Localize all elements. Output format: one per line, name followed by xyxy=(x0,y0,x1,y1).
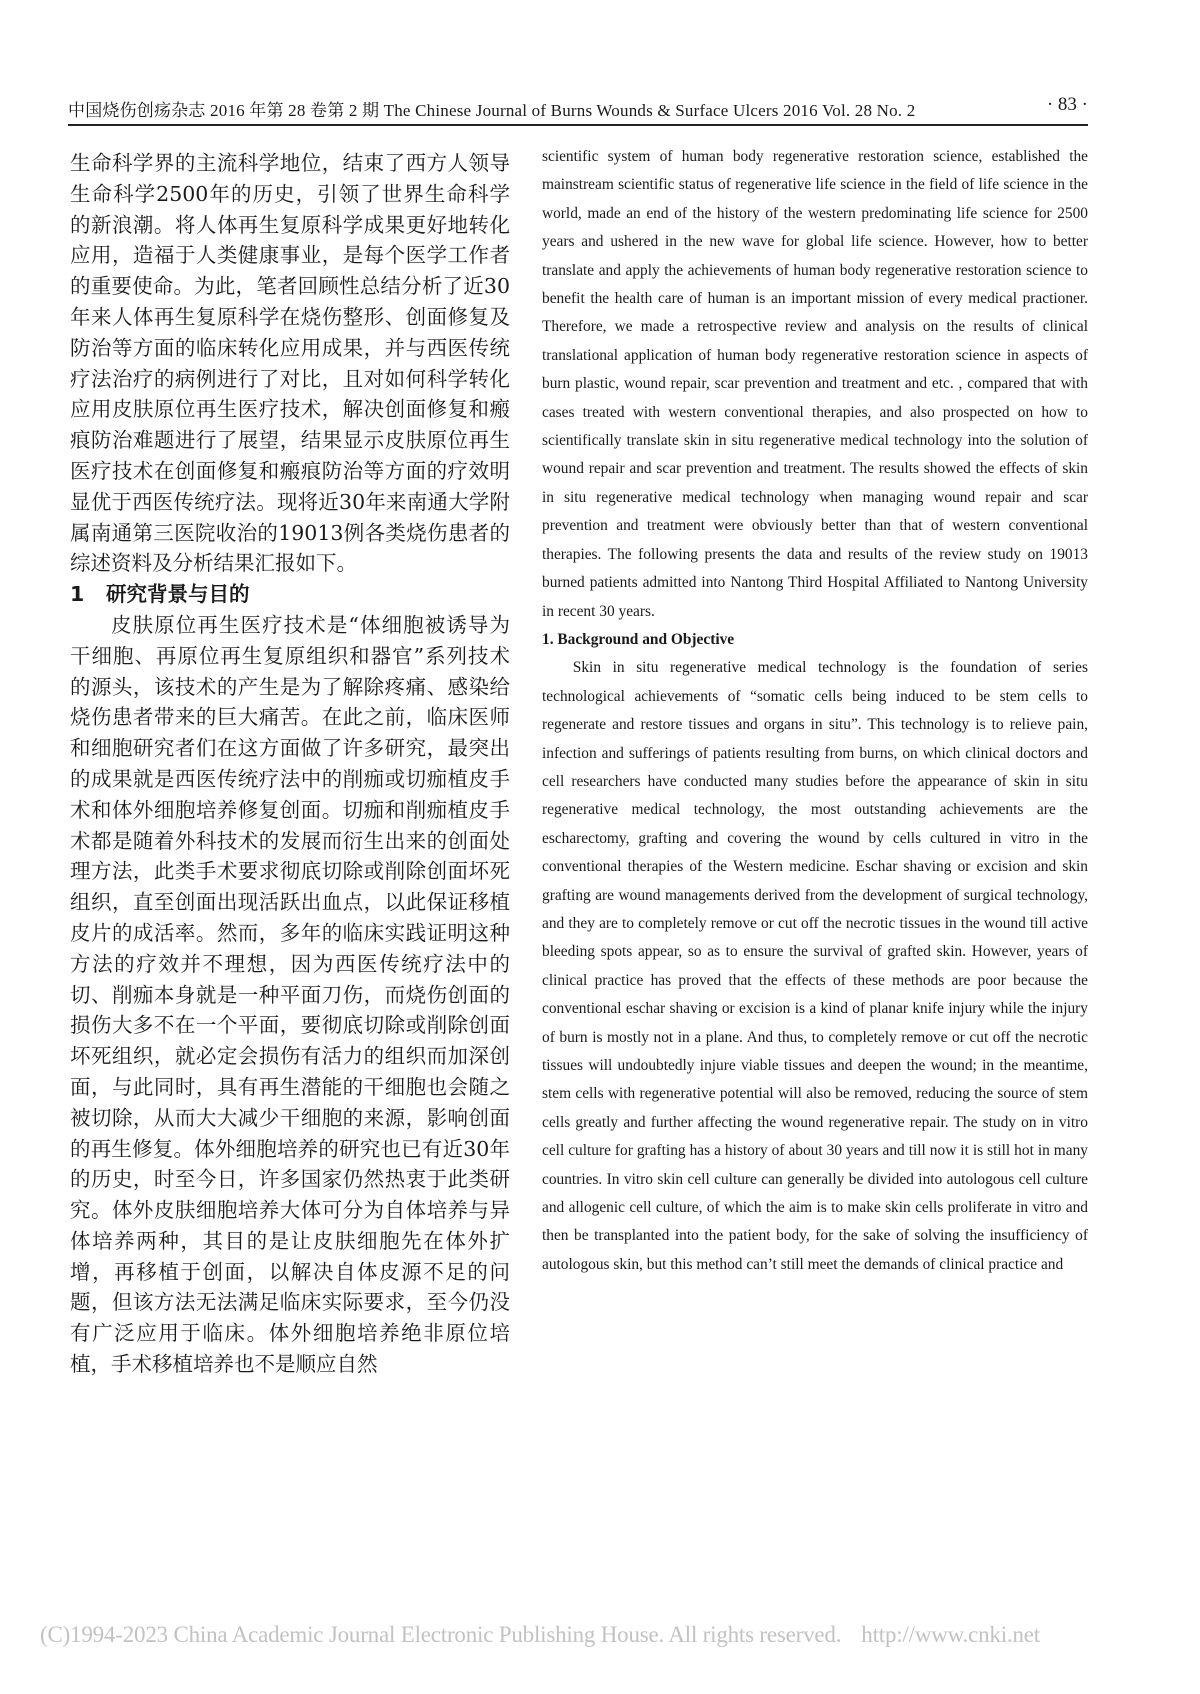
en-paragraph-2: Skin in situ regenerative medical technology is the foundation of series technological achievements of “somatic cells being induced to be stem cells to regenerate and restore tissues and organs in situ”. This technology is to relieve pain, infection and sufferings of patients resulting from burns, on which clinical doctors and cell researchers have conducted many studies before the appearance of skin in situ regenerative medical technology, the most outstanding achievements are the escharectomy, grafting and covering the wound by cells cultured in vitro in the conventional therapies of the Western medicine. Eschar shaving or excision and skin grafting are wound managements derived from the development of surgical technology, and they are to completely remove or cut off the necrotic tissues in the wound till active bleeding spots appear, so as to ensure the survival of grafted skin. However, years of clinical practice has proved that the effects of these methods are poor because the conventional eschar shaving or excision is a kind of planar knife injury while the injury of burn is mostly not in a plane. And thus, to completely remove or cut off the necrotic tissues will undoubtedly injure viable tissues and deepen the wound; in the meantime, stem cells with regenerative potential will also be removed, reducing the source of stem cells greatly and further affecting the wound regenerative repair. The study on in vitro cell culture for grafting has a history of about 30 years and till now it is still hot in many countries. In vitro skin cell culture can generally be divided into autologous cell culture and allogenic cell culture, of which the aim is to make skin cells proliferate in vitro and then be transplanted into the patient body, for the sake of solving the insufficiency of autologous skin, but this method can’t still meet the demands of clinical practice and xyxy=(542,659,1088,1273)
running-header xyxy=(68,94,1088,126)
cnki-link[interactable]: http://www.cnki.net xyxy=(861,1622,1040,1647)
page-number: · 83 · xyxy=(1046,94,1088,115)
english-column xyxy=(542,143,1088,1279)
zh-paragraph-1: 生命科学界的主流科学地位，结束了西方人领导生命科学2500年的历史，引领了世界生命科学的新浪潮。将人体再生复原科学成果更好地转化应用，造福于人类健康事业，是每个医学工作者的重要使命。为此，笔者回顾性总结分析了近30年来人体再生复原科学在烧伤整形、创面修复及防治等方面的临床转化应用成果，并与西医传统疗法治疗的病例进行了对比，且对如何科学转化应用皮肤原位再生医疗技术，解决创面修复和瘢痕防治难题进行了展望，结果显示皮肤原位再生医疗技术在创面修复和瘢痕防治等方面的疗效明显优于西医传统疗法。现将近30年来南通大学附属南通第三医院收治的19013例各类烧伤患者的综述资料及分析结果汇报如下。 xyxy=(70,151,510,576)
zh-section-title: 研究背景与目的 xyxy=(106,582,250,607)
zh-section-number: 1 xyxy=(70,582,85,607)
en-section-heading: 1. Background and Objective xyxy=(542,630,735,648)
copyright-footer xyxy=(40,1622,1160,1648)
zh-paragraph-2: 皮肤原位再生医疗技术是“体细胞被诱导为干细胞、再原位再生复原组织和器官”系列技术的源头，该技术的产生是为了解除疼痛、感染给烧伤患者带来的巨大痛苦。在此之前，临床医师和细胞研究者们在这方面做了许多研究，最突出的成果就是西医传统疗法中的削痂或切痂植皮手术和体外细胞培养修复创面。切痂和削痂植皮手术都是随着外科技术的发展而衍生出来的创面处理方法，此类手术要求彻底切除或削除创面坏死组织，直至创面出现活跃出血点，以此保证移植皮片的成活率。然而，多年的临床实践证明这种方法的疗效并不理想，因为西医传统疗法中的切、削痂本身就是一种平面刀伤，而烧伤创面的损伤大多不在一个平面，要彻底切除或削除创面坏死组织，就必定会损伤有活力的组织而加深创面，与此同时，具有再生潜能的干细胞也会随之被切除，从而大大减少干细胞的来源，影响创面的再生修复。体外细胞培养的研究也已有近30年的历史，时至今日，许多国家仍然热衷于此类研究。体外皮肤细胞培养大体可分为自体培养与异体培养两种，其目的是让皮肤细胞先在体外扩增，再移植于创面，以解决自体皮源不足的问题，但该方法无法满足临床实际要求，至今仍没有广泛应用于临床。体外细胞培养绝非原位培植，手术移植培养也不是顺应自然 xyxy=(70,612,510,1377)
journal-line: 中国烧伤创疡杂志 2016 年第 28 卷第 2 期 The Chinese Journal of Burns Wounds & Surface Ulcers 2016 Vol. 28 No. 2 xyxy=(68,101,916,120)
chinese-column xyxy=(70,148,510,1380)
en-paragraph-1: scientific system of human body regenerative restoration science, established the mainstream scientific status of regenerative life science in the field of life science in the world, made an end of the history of the western predominating life science for 2500 years and ushered in the new wave for global life science. However, how to better translate and apply the achievements of human body regenerative restoration science to benefit the health care of human is an important mission of every medical practioner. Therefore, we made a retrospective review and analysis on the results of clinical translational application of human body regenerative restoration science in aspects of burn plastic, wound repair, scar prevention and treatment and etc. , compared that with cases treated with western conventional therapies, and also prospected on how to scientifically translate skin in situ regenerative medical technology into the solution of wound repair and scar prevention and treatment. The results showed the effects of skin in situ regenerative medical technology when managing wound repair and scar prevention and treatment were obviously better than that of western conventional therapies. The following presents the data and results of the review study on 19013 burned patients admitted into Nantong Third Hospital Affiliated to Nantong University in recent 30 years. xyxy=(542,148,1088,620)
zh-section-heading xyxy=(70,579,510,610)
copyright-text: (C)1994-2023 China Academic Journal Electronic Publishing House. All rights reserved. xyxy=(40,1622,842,1647)
